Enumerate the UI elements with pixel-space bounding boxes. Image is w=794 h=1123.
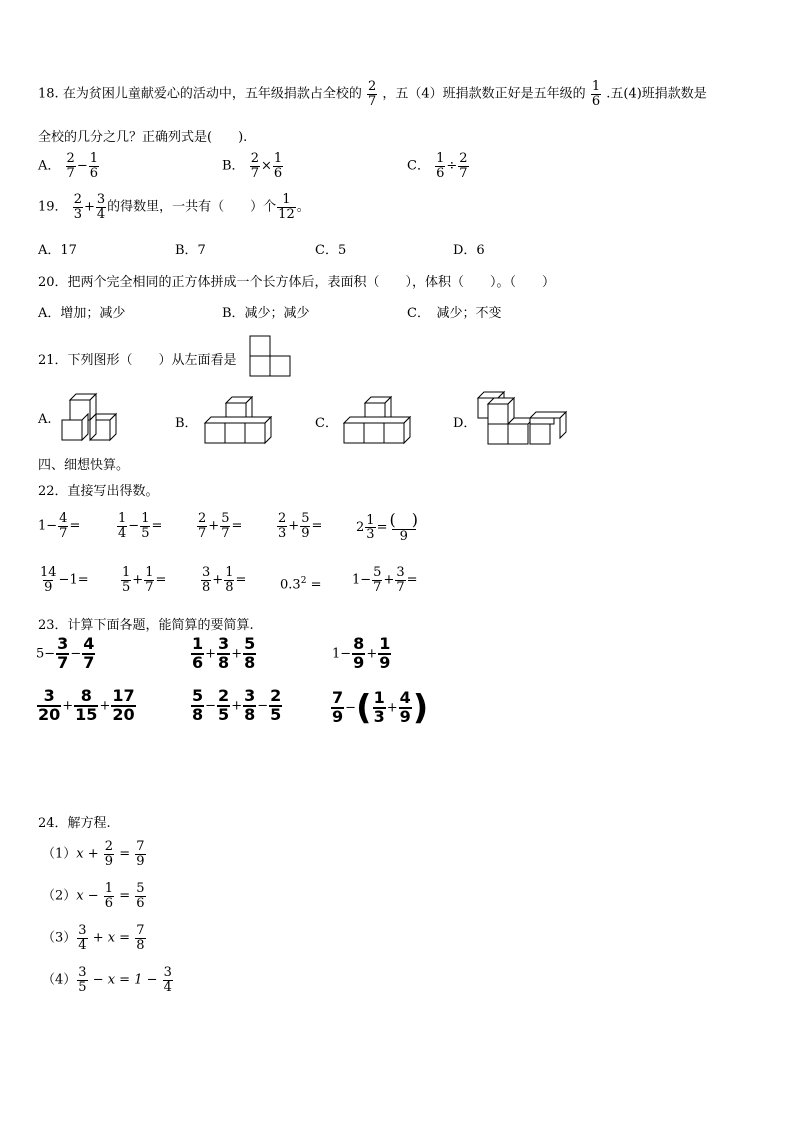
question-number: 19． bbox=[38, 199, 68, 215]
q23-expr-6: $\frac{7}{9}$ −( $\frac{1}{3}$ + $\frac{4}{9}$ ) bbox=[332, 688, 429, 728]
q24-title: 24．解方程. bbox=[38, 816, 111, 831]
q20-option-a: A．增加；减少 bbox=[38, 306, 126, 321]
q18-line2: 全校的几分之几？正确列式是( ). bbox=[38, 130, 248, 145]
q22-r1-c: $\frac{2}{7}$ + $\frac{5}{7}$ = bbox=[198, 511, 243, 541]
question-text: 在为贫困儿童献爱心的活动中，五年级捐款占全校的 bbox=[62, 86, 362, 102]
question-text: ，五（4）班捐款数正好是五年级的 bbox=[382, 86, 586, 102]
q21-option-b-label: B． bbox=[175, 416, 198, 431]
q23-title: 23．计算下面各题，能简算的要简算. bbox=[38, 618, 254, 633]
q21-text: 21．下列图形（ ）从左面看是 bbox=[38, 353, 237, 368]
q22-r1-a: 1− $\frac{4}{7}$ = bbox=[38, 511, 81, 541]
q22-r2-c: $\frac{3}{8}$ + $\frac{1}{8}$ = bbox=[202, 565, 247, 595]
q19-line bbox=[38, 193, 310, 221]
fraction: $\frac{2}{3}$ bbox=[73, 192, 82, 222]
q22-r1-e: 2 $\frac{1}{3}$ = $\frac{( )}{9}$ bbox=[356, 510, 418, 544]
q24-problem-3: （3） $\frac{3}{4}$ + x = $\frac{7}{8}$ bbox=[42, 923, 145, 953]
option-label: C． bbox=[407, 158, 430, 174]
q22-title: 22．直接写出得数。 bbox=[38, 484, 159, 499]
q19-option-a: A．17 bbox=[38, 243, 77, 258]
section-heading: 四、细想快算。 bbox=[38, 458, 130, 473]
fraction: $\frac{1}{6}$ bbox=[591, 79, 601, 109]
cube-figure-b bbox=[203, 394, 275, 446]
question-text: .五(4)班捐款数是 bbox=[606, 86, 707, 102]
cube-figure-d bbox=[474, 390, 570, 448]
q18-option-b bbox=[222, 152, 284, 180]
fraction: $\frac{2}{7}$ bbox=[66, 151, 75, 181]
q18-option-a bbox=[38, 152, 100, 180]
q24-problem-1: （1）x + $\frac{2}{9}$ = $\frac{7}{9}$ bbox=[42, 839, 145, 869]
q19-option-d: D．6 bbox=[453, 243, 485, 258]
q23-expr-3: 1− $\frac{8}{9}$ + $\frac{1}{9}$ bbox=[332, 634, 391, 672]
cube-figure-a bbox=[60, 390, 130, 446]
q22-r2-a: $\frac{14}{9}$ −1= bbox=[40, 565, 89, 595]
fraction: $\frac{3}{4}$ bbox=[96, 192, 106, 222]
q19-option-c: C．5 bbox=[315, 243, 347, 258]
q21-option-c-label: C． bbox=[315, 416, 338, 431]
q23-expr-1: 5− $\frac{3}{7}$ − $\frac{4}{7}$ bbox=[36, 634, 95, 672]
operator: × bbox=[260, 158, 272, 174]
left-view-figure bbox=[249, 335, 293, 379]
fraction: $\frac{2}{7}$ bbox=[250, 151, 259, 181]
q22-r1-d: $\frac{2}{3}$ + $\frac{5}{9}$ = bbox=[278, 511, 323, 541]
question-number: 18. bbox=[38, 86, 59, 102]
q24-problem-2: （2）x − $\frac{1}{6}$ = $\frac{5}{6}$ bbox=[42, 881, 145, 911]
operator: + bbox=[83, 199, 95, 215]
fraction: $\frac{2}{7}$ bbox=[459, 151, 468, 181]
fraction: $\frac{1}{6}$ bbox=[273, 151, 283, 181]
fraction: $\frac{1}{6}$ bbox=[89, 151, 98, 181]
option-label: A． bbox=[38, 158, 61, 174]
q22-r1-b: $\frac{1}{4}$ − $\frac{1}{5}$ = bbox=[118, 511, 163, 541]
q22-r2-d: $0.3^2$ = bbox=[280, 576, 322, 593]
q24-problem-4: （4） $\frac{3}{5}$ − x = 1 − $\frac{3}{4}$ bbox=[42, 965, 172, 995]
question-text: 。 bbox=[296, 199, 310, 215]
operator: ÷ bbox=[446, 158, 458, 174]
fraction: $\frac{2}{7}$ bbox=[367, 79, 377, 109]
q20-option-c: C． 减少；不变 bbox=[407, 306, 502, 321]
q18-line1 bbox=[38, 80, 707, 108]
cube-figure-c bbox=[342, 394, 414, 446]
q22-r2-b: $\frac{1}{5}$ + $\frac{1}{7}$ = bbox=[122, 565, 167, 595]
q22-r2-e: 1− $\frac{5}{7}$ + $\frac{3}{7}$ = bbox=[352, 565, 418, 595]
operator: − bbox=[76, 158, 88, 174]
q21-option-a-label: A. bbox=[38, 412, 52, 427]
q21-option-d-label: D． bbox=[453, 416, 477, 431]
fraction: $\frac{1}{6}$ bbox=[436, 151, 445, 181]
option-label: B． bbox=[222, 158, 245, 174]
q20-option-b: B．减少；减少 bbox=[222, 306, 310, 321]
q18-option-c bbox=[407, 152, 470, 180]
fraction: $\frac{1}{12}$ bbox=[278, 192, 295, 222]
q19-option-b: B．7 bbox=[175, 243, 206, 258]
question-text: 的得数里，一共有（ ）个 bbox=[107, 199, 277, 215]
q23-expr-4: $\frac{3}{20}$ + $\frac{8}{15}$ + $\frac{17}{20}$ bbox=[38, 686, 135, 724]
q23-expr-5: $\frac{5}{8}$ − $\frac{2}{5}$ + $\frac{3}{8}$ − $\frac{2}{5}$ bbox=[192, 686, 282, 724]
q20-text: 20．把两个完全相同的正方体拼成一个长方体后，表面积（ ），体积（ ）。（ ） bbox=[38, 275, 556, 290]
q23-expr-2: $\frac{1}{6}$ + $\frac{3}{8}$ + $\frac{5}{8}$ bbox=[192, 634, 256, 672]
